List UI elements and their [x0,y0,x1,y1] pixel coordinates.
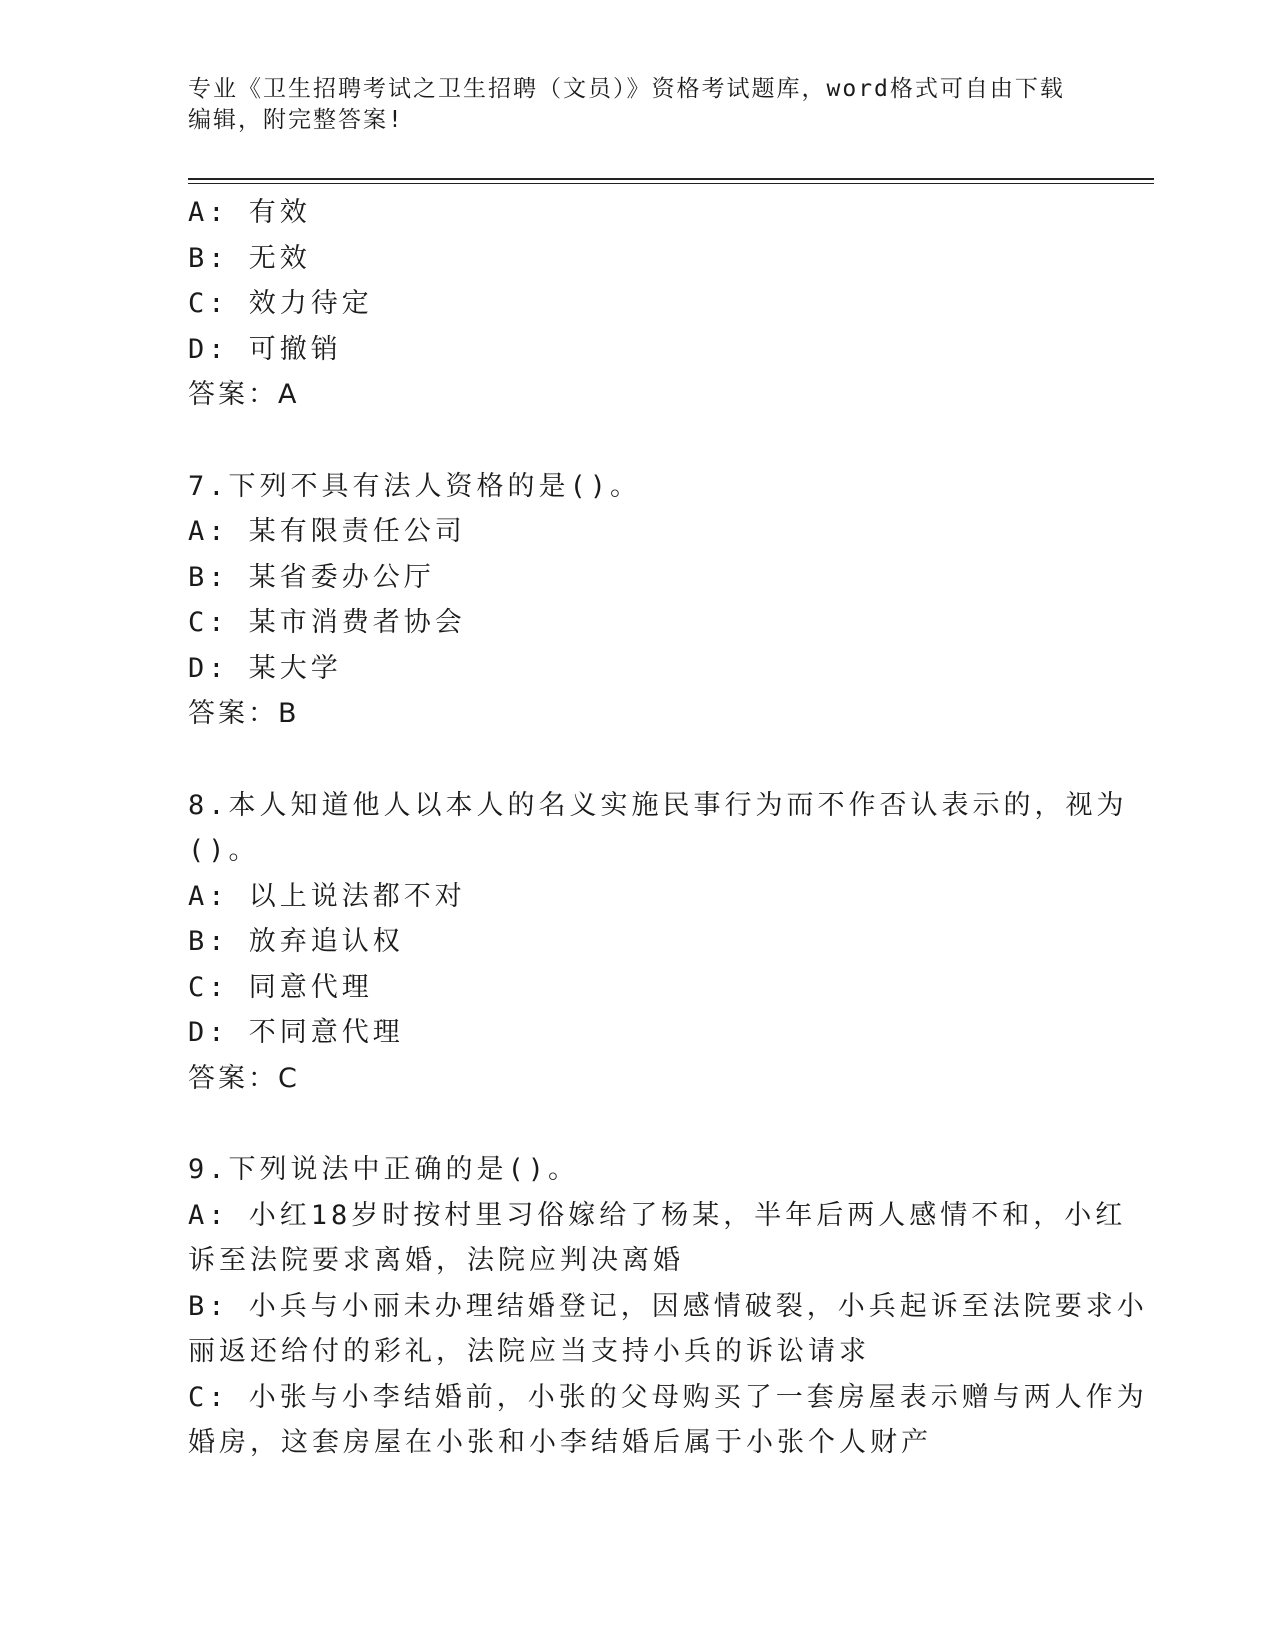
question-9 [188,1147,1148,1466]
question-6 [188,190,1088,418]
header-line-2: 编辑，附完整答案! [188,107,404,133]
answer-line: 答案：B [188,698,300,729]
option-c-line-2: 婚房，这套房屋在小张和小李结婚后属于小张个人财产 [188,1427,932,1458]
option-c: C: 同意代理 [188,971,373,1003]
option-c: C: 某市消费者协会 [188,607,466,638]
option-d: D: 某大学 [188,652,342,684]
document-header [188,74,1088,136]
spacer [188,1101,1088,1147]
option-b: B: 某省委办公厅 [188,561,435,593]
option-c-line-1: C: 小张与小李结婚前，小张的父母购买了一套房屋表示赠与两人作为 [188,1381,1148,1413]
answer-line: 答案：A [188,379,300,410]
header-divider [188,178,1154,184]
option-a: A: 以上说法都不对 [188,880,466,912]
question-stem: 9.下列说法中正确的是()。 [188,1154,580,1185]
answer-line: 答案：C [188,1062,300,1094]
option-a: A: 有效 [188,197,311,228]
option-b: B: 无效 [188,242,311,274]
question-8 [188,783,1128,1102]
option-b-line-1: B: 小兵与小丽未办理结婚登记，因感情破裂，小兵起诉至法院要求小 [188,1290,1148,1322]
spacer [188,737,1088,783]
option-d: D: 可撤销 [188,333,342,365]
option-a-line-1: A: 小红18岁时按村里习俗嫁给了杨某，半年后两人感情不和，小红 [188,1199,1127,1231]
option-b: B: 放弃追认权 [188,926,404,957]
question-stem-line-2: ()。 [188,835,260,866]
question-stem-line-1: 8.本人知道他人以本人的名义实施民事行为而不作否认表示的，视为 [188,789,1128,821]
question-7 [188,464,1088,737]
question-list [188,190,1148,1466]
spacer [188,418,1088,464]
option-d: D: 不同意代理 [188,1017,404,1048]
header-line-1: 专业《卫生招聘考试之卫生招聘（文员）》资格考试题库，word格式可自由下载 [188,76,1065,102]
question-stem: 7.下列不具有法人资格的是()。 [188,470,642,502]
option-b-line-2: 丽返还给付的彩礼，法院应当支持小兵的诉讼请求 [188,1336,870,1367]
option-a: A: 某有限责任公司 [188,516,466,547]
option-a-line-2: 诉至法院要求离婚，法院应判决离婚 [188,1245,684,1276]
option-c: C: 效力待定 [188,288,373,319]
